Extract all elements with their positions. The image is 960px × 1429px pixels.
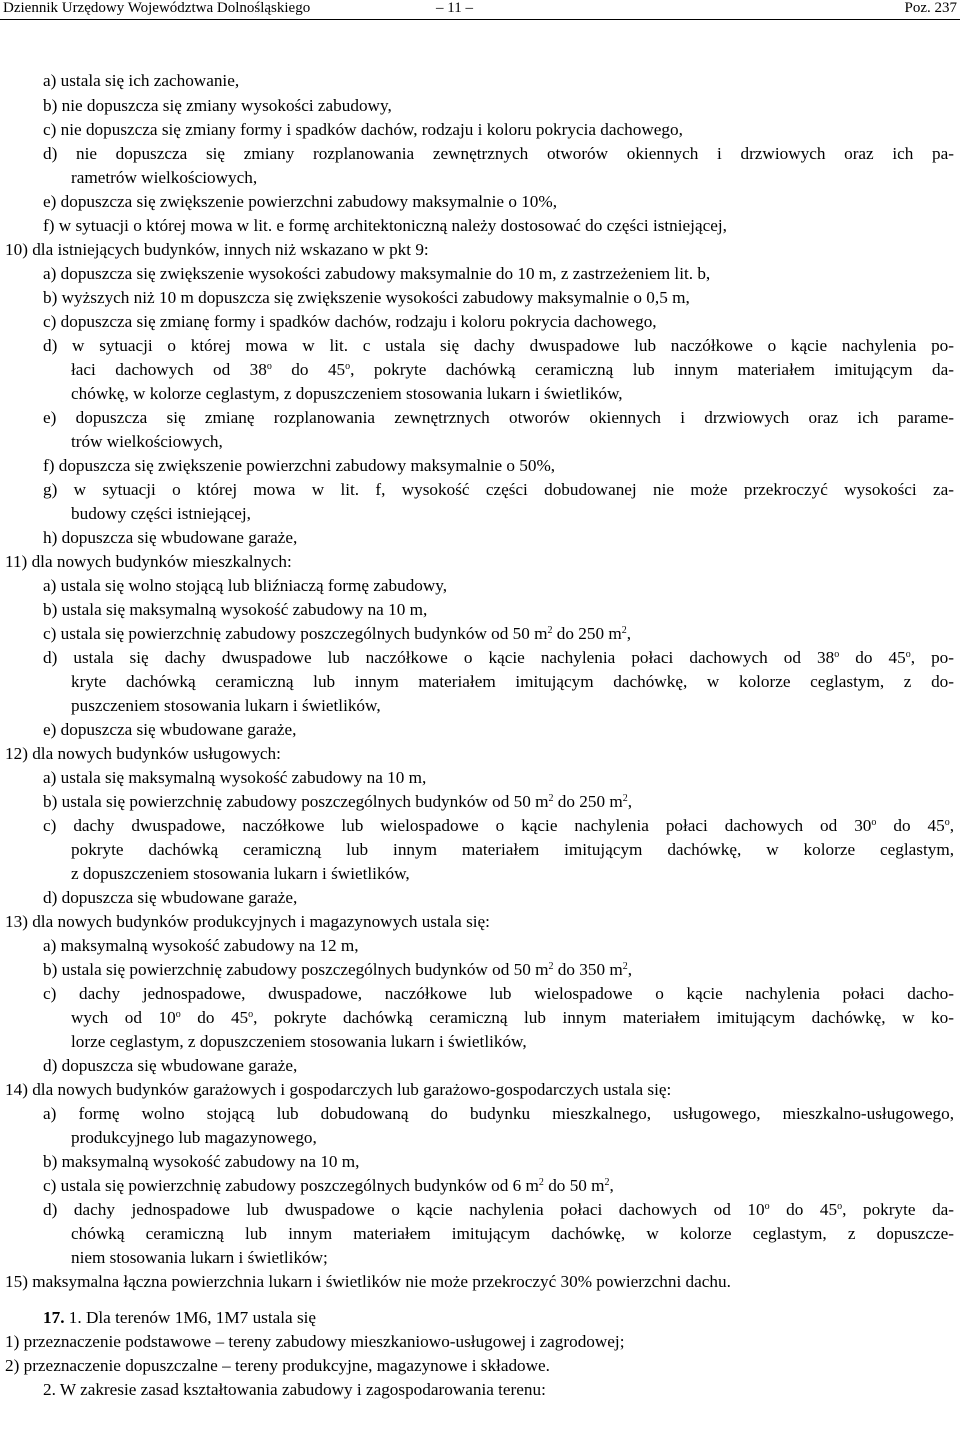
text-segment: do 45 — [769, 1200, 838, 1219]
text-segment: 13) dla nowych budynków produkcyjnych i magazynowych ustala się: — [5, 912, 490, 931]
text-segment: , pokryte da- — [842, 1200, 955, 1219]
superscript: o — [905, 649, 911, 660]
superscript: o — [871, 817, 877, 828]
text-segment: 2. W zakresie zasad kształtowania zabudowy i zagospodarowania terenu: — [43, 1380, 546, 1399]
text-line — [43, 982, 954, 1006]
text-segment: chówką ceramiczną lub innym materiałem imitującym dachówkę, w kolorze ceglastym, z dopuszcze- — [71, 1224, 954, 1243]
text-segment: c) ustala się powierzchnię zabudowy poszczególnych budynków od 6 m — [43, 1176, 539, 1195]
text-line — [43, 118, 683, 142]
text-line — [71, 166, 257, 190]
text-segment: , pokryte dachówką ceramiczną lub innym materiałem imitującym da- — [350, 360, 954, 379]
superscript: o — [834, 649, 840, 660]
text-segment: d) dopuszcza się wbudowane garaże, — [43, 888, 298, 907]
text-segment: f) w sytuacji o której mowa w lit. e formę architektoniczną należy dostosować do części istniejącej, — [43, 216, 727, 235]
header-rule — [0, 19, 960, 20]
text-segment: lorze ceglastym, z dopuszczeniem stosowania lukarn i świetlików, — [71, 1032, 527, 1051]
superscript: 2 — [622, 961, 628, 972]
text-line — [43, 454, 555, 478]
superscript: o — [764, 1201, 770, 1212]
text-segment: c) dachy jednospadowe, dwuspadowe, naczółkowe lub wielospadowe o kącie nachylenia połaci dacho- — [43, 984, 954, 1003]
text-line — [71, 670, 954, 694]
text-segment: rametrów wielkościowych, — [71, 168, 258, 187]
text-segment: , pokryte dachówką ceramiczną lub innym materiałem imitującym dachówkę, w ko- — [253, 1008, 954, 1027]
text-line — [43, 814, 954, 838]
superscript: 2 — [538, 1177, 544, 1188]
superscript: o — [837, 1201, 843, 1212]
text-line — [5, 742, 281, 766]
superscript: 2 — [621, 625, 627, 636]
text-line — [71, 358, 954, 382]
text-segment: c) dopuszcza się zmianę formy i spadków dachów, rodzaju i koloru pokrycia dachowego, — [43, 312, 657, 331]
superscript: o — [266, 361, 272, 372]
text-line — [43, 262, 710, 286]
text-line — [71, 1126, 317, 1150]
text-segment: b) maksymalną wysokość zabudowy na 10 m, — [43, 1152, 360, 1171]
text-line — [71, 694, 381, 718]
text-line — [43, 310, 657, 334]
text-segment: e) dopuszcza się zmianę rozplanowania zewnętrznych otworów okiennych i drzwiowych oraz ich parame- — [43, 408, 954, 427]
text-line — [71, 1246, 328, 1270]
text-line — [43, 718, 296, 742]
text-line — [43, 622, 631, 646]
text-segment: kryte dachówką ceramiczną lub innym materiałem imitującym dachówkę, w kolorze ceglastym, z do- — [71, 672, 954, 691]
text-line — [43, 214, 727, 238]
text-segment: a) formę wolno stojącą lub dobudowaną do budynku mieszkalnego, usługowego, mieszkalno-usługowego, — [43, 1104, 954, 1123]
superscript: 2 — [604, 1177, 610, 1188]
text-segment: produkcyjnego lub magazynowego, — [71, 1128, 317, 1147]
text-line — [43, 478, 954, 502]
text-segment: e) dopuszcza się wbudowane garaże, — [43, 720, 297, 739]
superscript: 2 — [622, 793, 628, 804]
text-segment: c) ustala się powierzchnię zabudowy poszczególnych budynków od 50 m — [43, 624, 548, 643]
text-line — [5, 910, 490, 934]
text-segment: , — [609, 1176, 614, 1195]
text-segment: pokryte dachówką ceramiczną lub innym materiałem imitującym dachówkę, w kolorze ceglastym, — [71, 840, 954, 859]
text-segment: 12) dla nowych budynków usługowych: — [5, 744, 281, 763]
text-segment: a) ustala się ich zachowanie, — [43, 71, 240, 90]
text-line — [43, 1306, 316, 1330]
text-segment: b) ustala się maksymalną wysokość zabudowy na 10 m, — [43, 600, 428, 619]
text-line — [43, 1102, 954, 1126]
text-segment: d) dopuszcza się wbudowane garaże, — [43, 1056, 298, 1075]
text-line — [43, 790, 632, 814]
text-line — [43, 1198, 954, 1222]
text-segment: a) ustala się maksymalną wysokość zabudowy na 10 m, — [43, 768, 427, 787]
superscript: 2 — [548, 961, 554, 972]
text-segment: 1. Dla terenów 1M6, 1M7 ustala się — [64, 1308, 317, 1327]
text-line — [5, 1354, 550, 1378]
text-line — [43, 1378, 546, 1402]
text-line — [5, 1270, 731, 1294]
text-segment: do 250 m — [552, 624, 622, 643]
text-segment: d) w sytuacji o której mowa w lit. c ustala się dachy dwuspadowe lub naczółkowe o kącie nachylenia po- — [43, 336, 954, 355]
text-line — [5, 1330, 624, 1354]
text-segment: budowy części istniejącej, — [71, 504, 251, 523]
text-segment: do 45 — [271, 360, 346, 379]
text-segment: a) maksymalną wysokość zabudowy na 12 m, — [43, 936, 359, 955]
text-line — [5, 238, 429, 262]
text-line — [43, 334, 954, 358]
text-line — [71, 838, 954, 862]
section-number: 17. — [43, 1308, 65, 1327]
superscript: 2 — [547, 625, 553, 636]
text-line — [43, 934, 359, 958]
text-line — [43, 598, 427, 622]
text-line — [43, 69, 239, 93]
text-segment: 14) dla nowych budynków garażowych i gospodarczych lub garażowo-gospodarczych ustala się: — [5, 1080, 672, 1099]
text-segment: do 350 m — [553, 960, 623, 979]
text-line — [43, 142, 954, 166]
text-segment: e) dopuszcza się zwiększenie powierzchni zabudowy maksymalnie o 10%, — [43, 192, 558, 211]
text-segment: do 250 m — [553, 792, 623, 811]
position-number: Poz. 237 — [904, 0, 957, 16]
text-line — [43, 766, 426, 790]
text-line — [43, 646, 954, 670]
text-segment: do 50 m — [543, 1176, 605, 1195]
text-segment: b) nie dopuszcza się zmiany wysokości zabudowy, — [43, 96, 392, 115]
text-line — [43, 958, 632, 982]
text-line — [43, 574, 447, 598]
text-segment: 10) dla istniejących budynków, innych niż wskazano w pkt 9: — [5, 240, 429, 259]
text-line — [43, 94, 392, 118]
text-line — [71, 1222, 954, 1246]
text-line — [43, 1054, 297, 1078]
text-segment: a) ustala się wolno stojącą lub bliźniaczą formę zabudowy, — [43, 576, 448, 595]
text-segment: do 45 — [876, 816, 945, 835]
text-segment: 1) przeznaczenie podstawowe – tereny zabudowy mieszkaniowo-usługowej i zagrodowej; — [5, 1332, 625, 1351]
text-segment: 11) dla nowych budynków mieszkalnych: — [5, 552, 292, 571]
text-line — [43, 286, 690, 310]
superscript: o — [175, 1009, 181, 1020]
text-line — [5, 550, 292, 574]
text-segment: wych od 10 — [71, 1008, 176, 1027]
text-segment: 2) przeznaczenie dopuszczalne – tereny produkcyjne, magazynowe i składowe. — [5, 1356, 550, 1375]
journal-title: Dziennik Urzędowy Województwa Dolnośląskiego — [3, 0, 311, 16]
text-segment: d) dachy jednospadowe lub dwuspadowe o kącie nachylenia połaci dachowych od 10 — [43, 1200, 765, 1219]
text-line — [5, 1078, 671, 1102]
text-segment: , — [627, 960, 632, 979]
text-line — [43, 1174, 614, 1198]
text-segment: z dopuszczeniem stosowania lukarn i świetlików, — [71, 864, 410, 883]
text-line — [43, 406, 954, 430]
text-segment: łaci dachowych od 38 — [71, 360, 267, 379]
text-segment: chówkę, w kolorze ceglastym, z dopuszczeniem stosowania lukarn i świetlików, — [71, 384, 623, 403]
text-segment: d) ustala się dachy dwuspadowe lub naczółkowe o kącie nachylenia połaci dachowych od 38 — [43, 648, 835, 667]
text-segment: do 45 — [180, 1008, 249, 1027]
text-segment: d) nie dopuszcza się zmiany rozplanowania zewnętrznych otworów okiennych i drzwiowych oraz ich pa- — [43, 144, 954, 163]
page-number: – 11 – — [436, 0, 473, 16]
text-line — [71, 382, 623, 406]
text-line — [71, 502, 251, 526]
text-segment: 15) maksymalna łączna powierzchnia lukarn i świetlików nie może przekroczyć 30% powierzchni dachu. — [5, 1272, 731, 1291]
superscript: o — [248, 1009, 254, 1020]
text-segment: trów wielkościowych, — [71, 432, 223, 451]
text-segment: do 45 — [839, 648, 906, 667]
text-line — [71, 862, 410, 886]
text-segment: , po- — [910, 648, 954, 667]
text-line — [43, 1150, 359, 1174]
text-segment: , — [627, 792, 632, 811]
text-line — [43, 526, 297, 550]
superscript: o — [345, 361, 351, 372]
text-segment: niem stosowania lukarn i świetlików; — [71, 1248, 328, 1267]
text-segment: puszczeniem stosowania lukarn i świetlików, — [71, 696, 381, 715]
text-segment: b) ustala się powierzchnię zabudowy poszczególnych budynków od 50 m — [43, 792, 549, 811]
page-header — [0, 0, 960, 20]
text-segment: g) w sytuacji o której mowa w lit. f, wysokość części dobudowanej nie może przekroczyć wysokości za- — [43, 480, 954, 499]
superscript: o — [944, 817, 950, 828]
text-segment: f) dopuszcza się zwiększenie powierzchni zabudowy maksymalnie o 50%, — [43, 456, 556, 475]
text-segment: a) dopuszcza się zwiększenie wysokości zabudowy maksymalnie do 10 m, z zastrzeżeniem lit. b, — [43, 264, 711, 283]
text-line — [43, 190, 557, 214]
text-segment: b) ustala się powierzchnię zabudowy poszczególnych budynków od 50 m — [43, 960, 549, 979]
text-segment: c) nie dopuszcza się zmiany formy i spadków dachów, rodzaju i koloru pokrycia dachowego, — [43, 120, 683, 139]
text-line — [71, 430, 223, 454]
text-segment: c) dachy dwuspadowe, naczółkowe lub wielospadowe o kącie nachylenia połaci dachowych od 30 — [43, 816, 872, 835]
text-segment: b) wyższych niż 10 m dopuszcza się zwiększenie wysokości zabudowy maksymalnie o 0,5 m, — [43, 288, 690, 307]
text-segment: , — [626, 624, 632, 643]
text-segment: h) dopuszcza się wbudowane garaże, — [43, 528, 298, 547]
text-line — [71, 1030, 527, 1054]
text-line — [43, 886, 297, 910]
text-segment: , — [949, 816, 955, 835]
text-line — [71, 1006, 954, 1030]
superscript: 2 — [548, 793, 554, 804]
